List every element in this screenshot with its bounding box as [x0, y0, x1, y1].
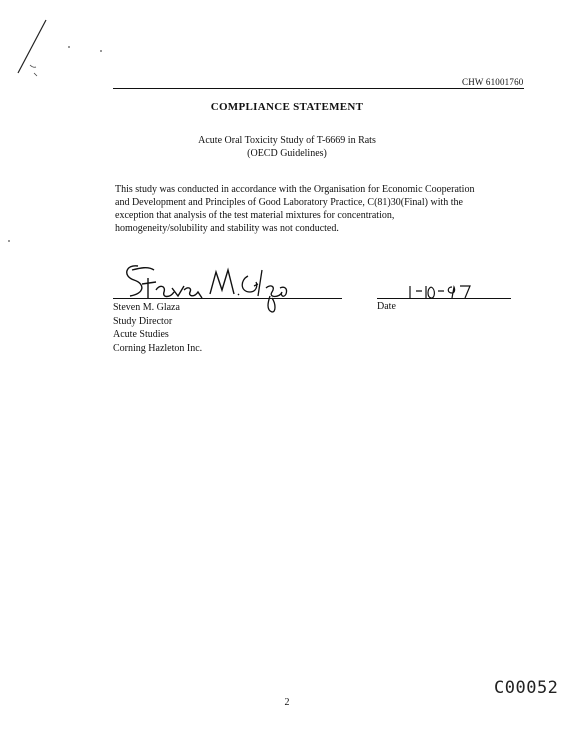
- bates-number: C00052: [494, 678, 559, 698]
- handwritten-date: [400, 283, 490, 299]
- document-id: CHW 61001760: [462, 77, 524, 87]
- scan-speck: [68, 46, 70, 48]
- body-line: homogeneity/solubility and stability was not conducted.: [115, 223, 339, 234]
- statement-body: [115, 183, 515, 235]
- date-label: Date: [377, 301, 396, 312]
- signature-line: [113, 298, 342, 299]
- statement-subtitle: [0, 134, 574, 160]
- scan-speck: [8, 240, 10, 242]
- header-rule: [113, 88, 524, 89]
- signatory-block: [113, 301, 202, 355]
- date-line: [377, 298, 511, 299]
- body-line: This study was conducted in accordance with the Organisation for Economic Cooperation: [115, 184, 475, 195]
- signatory-department: Acute Studies: [113, 329, 169, 340]
- scan-speck: [100, 50, 102, 52]
- page-number: 2: [284, 697, 290, 708]
- subtitle-line: Acute Oral Toxicity Study of T-6669 in Rats: [198, 135, 376, 146]
- statement-title: COMPLIANCE STATEMENT: [210, 101, 364, 113]
- handwritten-corner-mark: [10, 15, 50, 85]
- signatory-name: Steven M. Glaza: [113, 302, 180, 313]
- body-line: and Development and Principles of Good Laboratory Practice, C(81)30(Final) with the: [115, 197, 463, 208]
- subtitle-line: (OECD Guidelines): [247, 148, 327, 159]
- body-line: exception that analysis of the test material mixtures for concentration,: [115, 210, 395, 221]
- signatory-organization: Corning Hazleton Inc.: [113, 342, 203, 354]
- signatory-role: Study Director: [113, 315, 173, 327]
